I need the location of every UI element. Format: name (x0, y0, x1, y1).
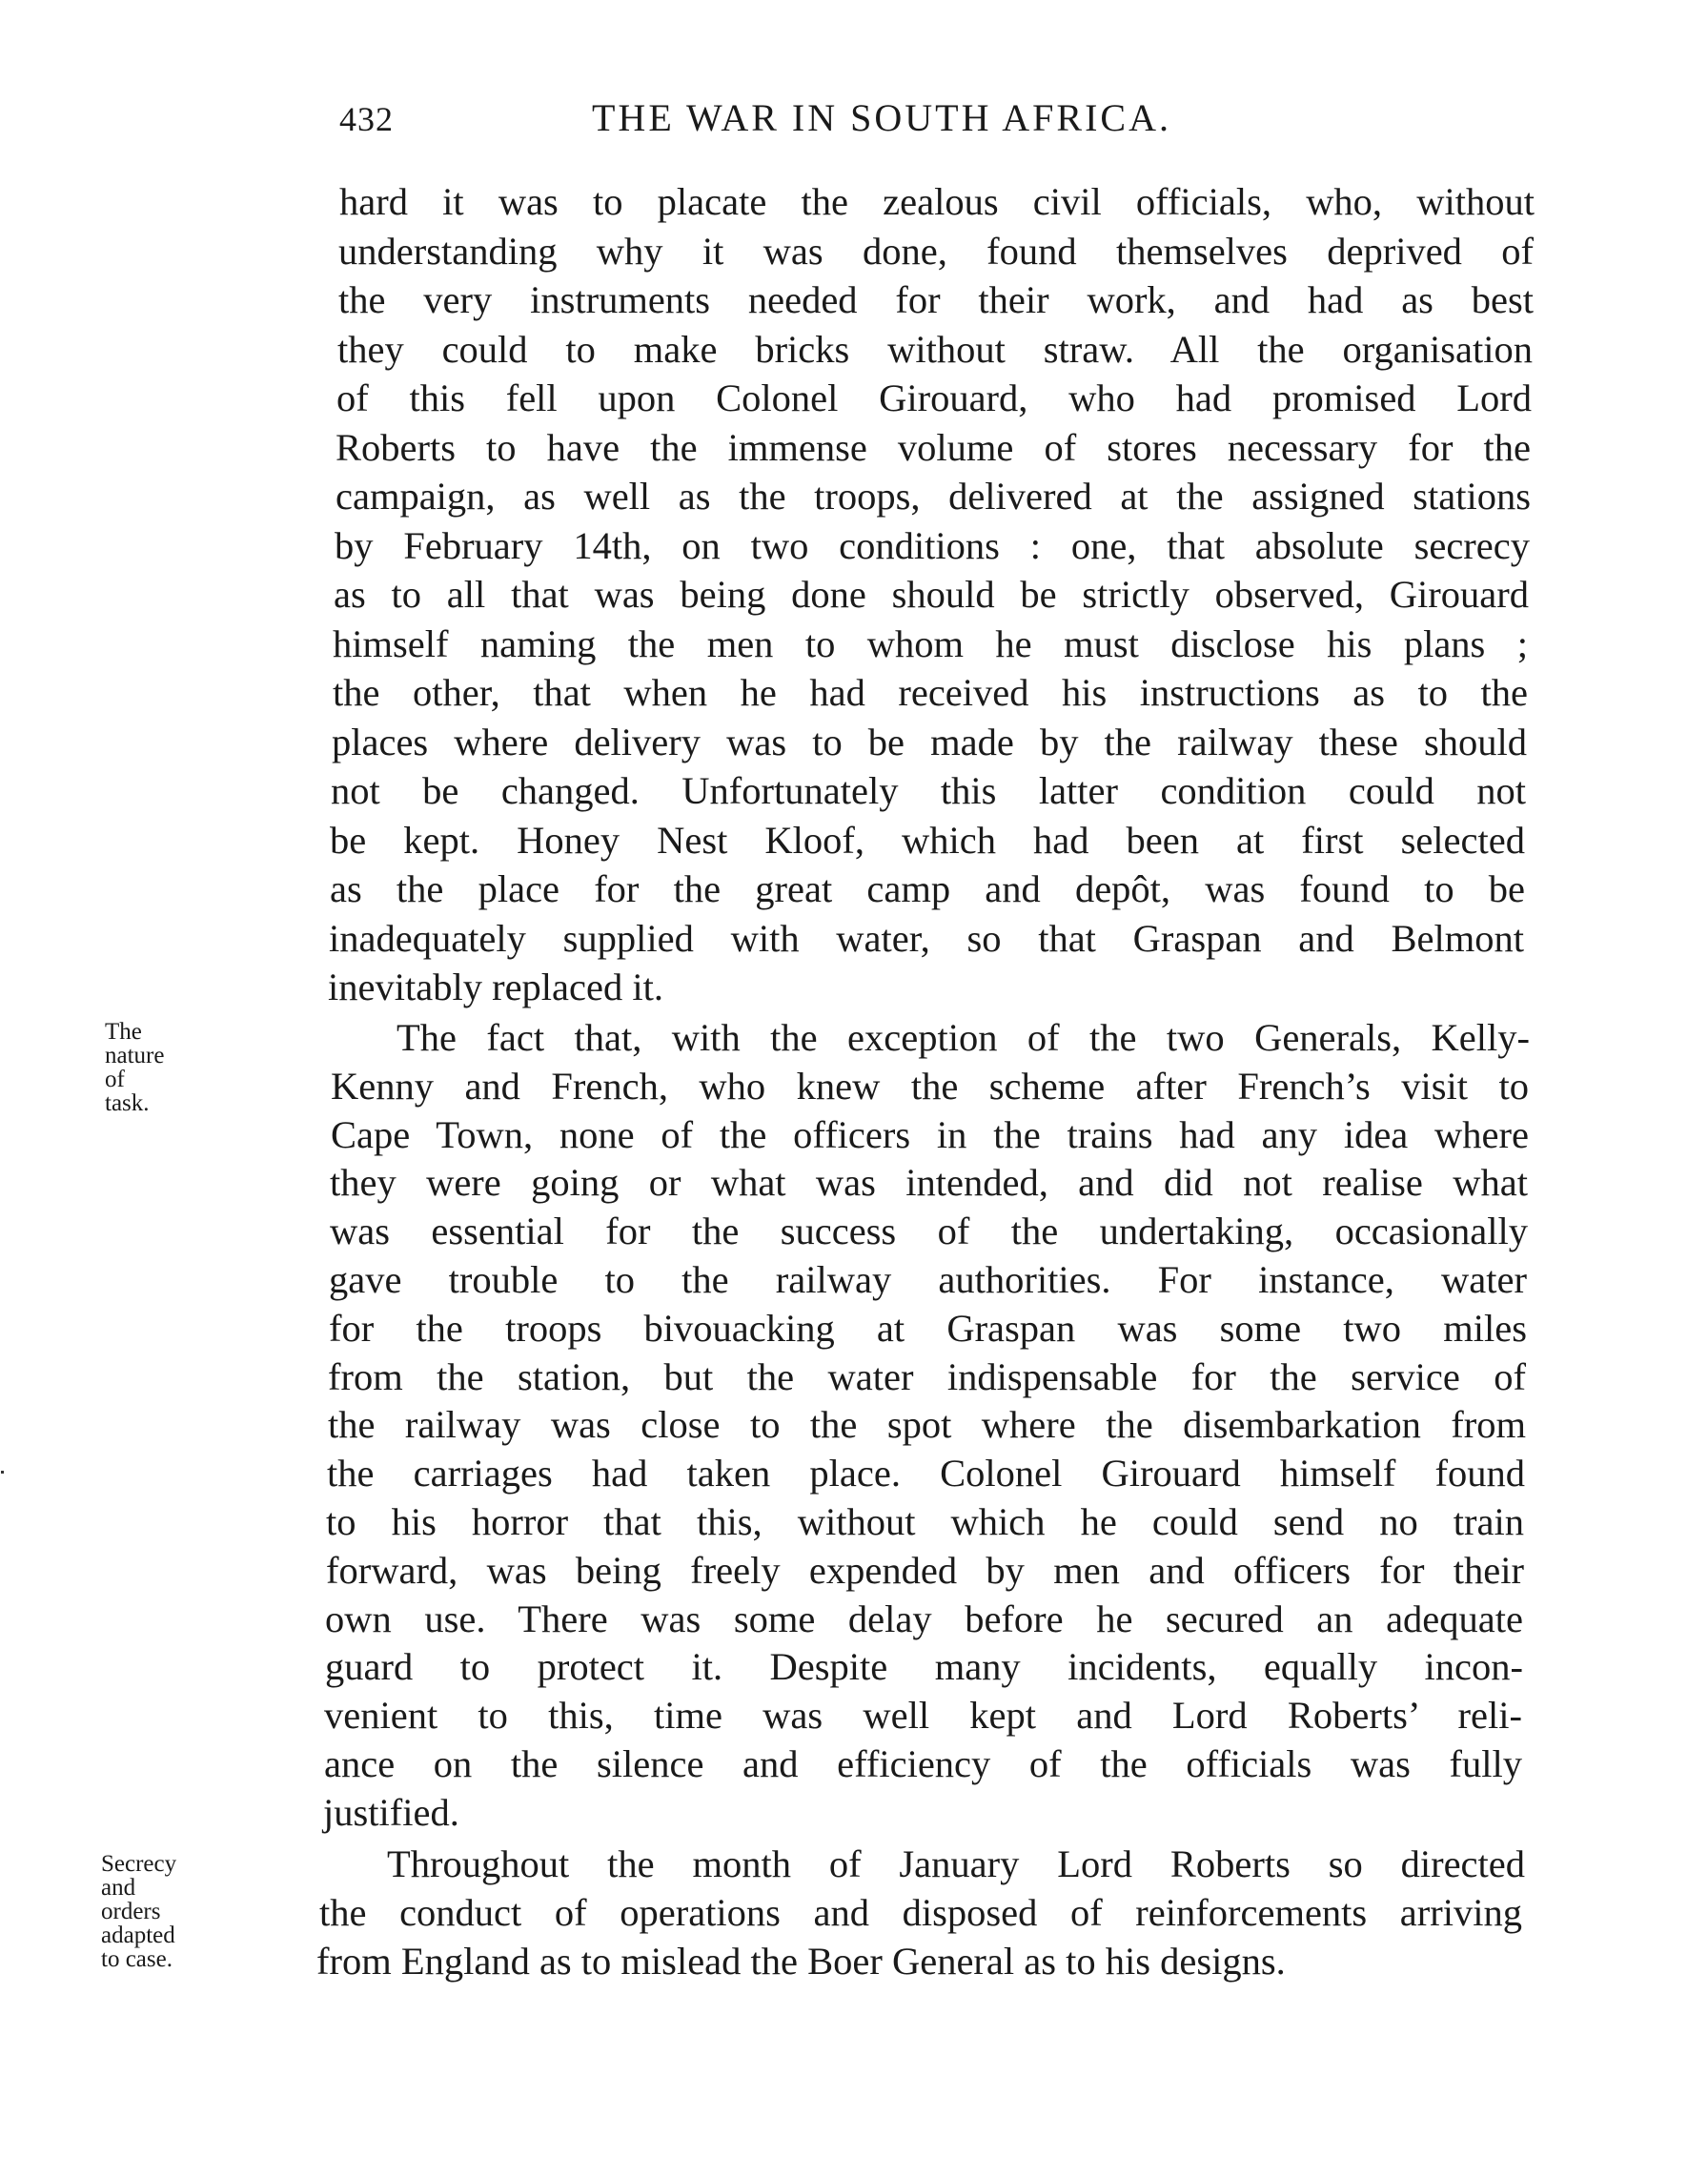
text-line: inadequately supplied with water, so that Graspan and Belmont (329, 917, 1524, 960)
text-line: places where delivery was to be made by the railway these should (332, 721, 1527, 763)
text-line: the railway was close to the spot where the disembarkation from (328, 1403, 1526, 1446)
side-note-line: to case. (101, 1946, 173, 1972)
text-line: The fact that, with the exception of the two Generals, Kelly- (396, 1016, 1530, 1059)
side-note-line: and (101, 1875, 136, 1901)
text-line: venient to this, time was well kept and Lord Roberts’ reli- (324, 1694, 1522, 1737)
text-line: they could to make bricks without straw. All the organisation (337, 328, 1533, 371)
side-note-line: orders (101, 1899, 161, 1924)
scan-speck (1, 1471, 4, 1474)
text-line: justified. (323, 1791, 459, 1834)
text-line: was essential for the success of the undertaking, occasionally (330, 1210, 1528, 1252)
text-line: from the station, but the water indispensable for the service of (328, 1355, 1526, 1398)
text-line: himself naming the men to whom he must disclose his plans ; (333, 622, 1528, 665)
text-line: for the troops bivouacking at Graspan was some two miles (329, 1307, 1527, 1350)
page-number: 432 (339, 100, 394, 138)
side-note-line: The (105, 1019, 142, 1045)
text-line: inevitably replaced it. (328, 966, 663, 1008)
text-line: the other, that when he had received his instructions as to the (333, 671, 1528, 714)
text-line: guard to protect it. Despite many incidents, equally incon- (325, 1645, 1523, 1688)
text-line: they were going or what was intended, and did not realise what (330, 1161, 1528, 1204)
text-line: hard it was to placate the zealous civil officials, who, without (339, 180, 1535, 223)
text-line: forward, was being freely expended by men and officers for their (326, 1549, 1524, 1592)
text-line: be kept. Honey Nest Kloof, which had been at first selected (330, 819, 1525, 862)
text-line: to his horror that this, without which he could send no train (326, 1500, 1524, 1543)
text-line: of this fell upon Colonel Girouard, who had promised Lord (336, 376, 1532, 419)
side-note-line: of (105, 1067, 125, 1092)
text-line: not be changed. Unfortunately this latter condition could not (331, 769, 1526, 812)
text-line: Roberts to have the immense volume of stores necessary for the (336, 426, 1531, 469)
text-line: the carriages had taken place. Colonel Girouard himself found (327, 1452, 1525, 1495)
text-line: from England as to mislead the Boer General as to his designs. (316, 1940, 1286, 1983)
text-line: campaign, as well as the troops, delivered at the assigned stations (336, 475, 1531, 518)
text-line: as to all that was being done should be strictly observed, Girouard (334, 573, 1529, 616)
text-line: Throughout the month of January Lord Roberts so directed (387, 1842, 1525, 1885)
side-note-line: nature (105, 1043, 165, 1068)
text-line: the very instruments needed for their work, and had as best (338, 278, 1534, 321)
text-line: by February 14th, on two conditions : one, that absolute secrecy (335, 524, 1530, 567)
side-note-line: task. (105, 1090, 150, 1116)
text-line: understanding why it was done, found themselves deprived of (338, 230, 1534, 273)
text-line: the conduct of operations and disposed of reinforcements arriving (319, 1891, 1522, 1934)
side-note-line: adapted (101, 1923, 175, 1948)
text-line: own use. There was some delay before he secured an adequate (325, 1597, 1523, 1640)
text-line: as the place for the great camp and depôt, was found to be (330, 867, 1525, 910)
side-note-line: Secrecy (101, 1851, 177, 1877)
text-line: gave trouble to the railway authorities. For instance, water (329, 1258, 1527, 1301)
running-title: THE WAR IN SOUTH AFRICA. (592, 96, 1171, 139)
text-line: ance on the silence and efficiency of the officials was fully (324, 1742, 1522, 1785)
text-line: Kenny and French, who knew the scheme after French’s visit to (331, 1065, 1529, 1108)
text-line: Cape Town, none of the officers in the trains had any idea where (331, 1113, 1529, 1156)
